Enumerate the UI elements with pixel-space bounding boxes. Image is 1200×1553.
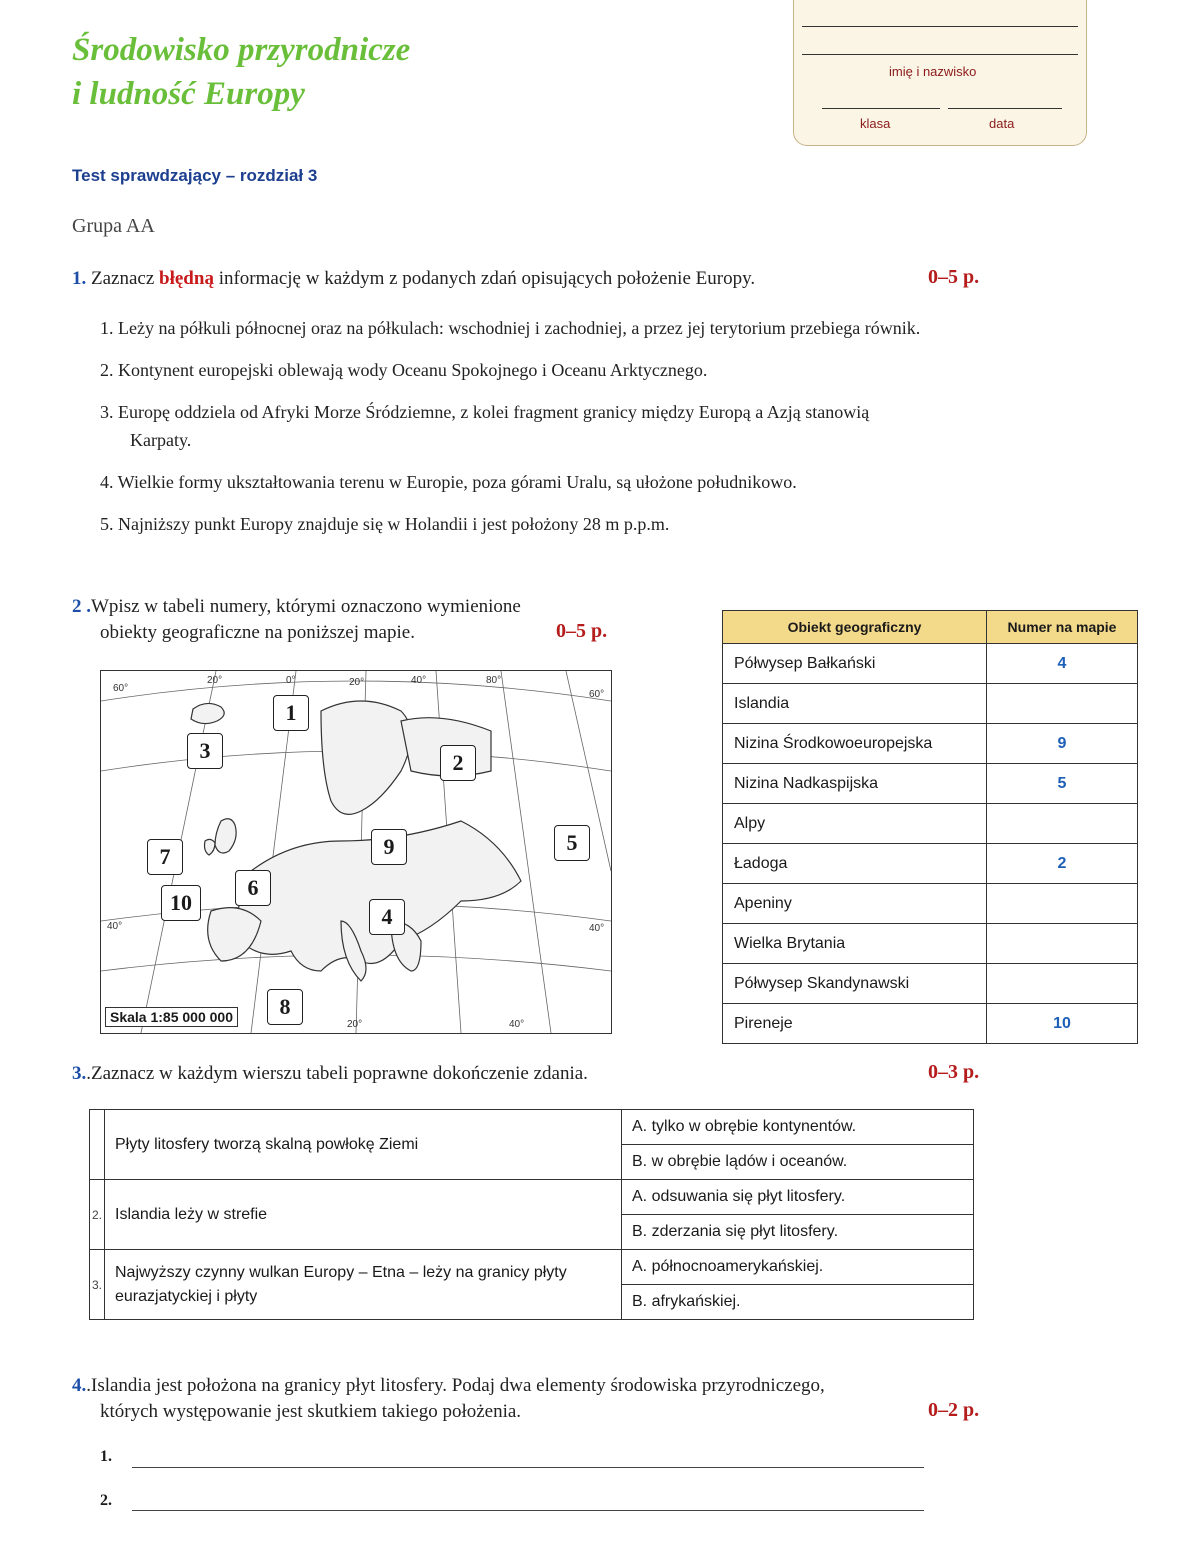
task3-points: 0–3 p.	[928, 1061, 980, 1083]
table-row	[723, 644, 1138, 684]
object-number[interactable]: 4	[987, 644, 1138, 684]
object-number[interactable]	[987, 884, 1138, 924]
row-statement: Najwyższy czynny wulkan Europy – Etna – leży na granicy płyty eurazjatyckiej i płyty	[105, 1250, 622, 1320]
task2-points: 0–5 p.	[556, 620, 608, 642]
task3-text: .Zaznacz w każdym wierszu tabeli poprawne dokończenie zdania.	[86, 1063, 588, 1084]
map-label-2: 2	[440, 745, 476, 781]
object-number[interactable]: 2	[987, 844, 1138, 884]
table-row	[723, 964, 1138, 1004]
object-name: Ładoga	[723, 844, 987, 884]
object-name: Pireneje	[723, 1004, 987, 1044]
table-row	[723, 684, 1138, 724]
object-number[interactable]	[987, 924, 1138, 964]
deg-label: 40°	[107, 921, 123, 932]
deg-label: 20°	[347, 1019, 363, 1030]
map-label-3: 3	[187, 733, 223, 769]
object-name: Półwysep Bałkański	[723, 644, 987, 684]
option-b[interactable]: B. zderzania się płyt litosfery.	[622, 1215, 974, 1250]
option-a[interactable]: A. odsuwania się płyt litosfery.	[622, 1180, 974, 1215]
option-b[interactable]: B. w obrębie lądów i oceanów.	[622, 1145, 974, 1180]
task4-line-2: których występowanie jest skutkiem takiego położenia.	[100, 1401, 522, 1422]
task1-text-after: informację w każdym z podanych zdań opisujących położenie Europy.	[218, 268, 756, 289]
option-b[interactable]: B. afrykańskiej.	[622, 1285, 974, 1320]
task1-highlight: błędną	[159, 268, 214, 289]
task2-line-1: Wpisz w tabeli numery, którymi oznaczono wymienione	[91, 596, 521, 617]
task4-prompt	[72, 1373, 825, 1399]
map-label-8: 8	[267, 989, 303, 1025]
deg-label: 40°	[509, 1019, 525, 1030]
object-name: Nizina Środkowoeuropejska	[723, 724, 987, 764]
header-number: Numer na mapie	[987, 611, 1138, 644]
task4-points: 0–2 p.	[928, 1399, 980, 1421]
answer-label-2: 2.	[100, 1492, 112, 1509]
table-row	[723, 884, 1138, 924]
task3-number: 3.	[72, 1063, 87, 1084]
table-row	[90, 1180, 974, 1215]
name-line-2[interactable]	[802, 54, 1078, 55]
deg-label: 60°	[113, 683, 129, 694]
deg-label: 20°	[349, 677, 365, 688]
task3-table	[89, 1109, 974, 1320]
map-label-10: 10	[161, 885, 201, 921]
object-number[interactable]: 5	[987, 764, 1138, 804]
deg-label: 40°	[411, 675, 427, 686]
row-index: 2.	[90, 1180, 105, 1250]
date-line[interactable]	[948, 108, 1062, 109]
table-row	[723, 764, 1138, 804]
row-statement: Islandia leży w strefie	[105, 1180, 622, 1250]
object-name: Nizina Nadkaspijska	[723, 764, 987, 804]
object-name: Alpy	[723, 804, 987, 844]
deg-label: 0°	[286, 675, 296, 686]
task3-prompt	[72, 1061, 588, 1087]
map-label-9: 9	[371, 829, 407, 865]
object-name: Apeniny	[723, 884, 987, 924]
class-label: klasa	[860, 116, 891, 131]
map-label-4: 4	[369, 899, 405, 935]
deg-label: 40°	[589, 923, 605, 934]
student-info-box	[793, 0, 1087, 146]
row-index: 3.	[90, 1250, 105, 1320]
map-label-5: 5	[554, 825, 590, 861]
map-scale: Skala 1:85 000 000	[105, 1007, 238, 1027]
title-line-1: Środowisko przyrodnicze	[72, 32, 411, 68]
task1-text-before: Zaznacz	[91, 268, 155, 289]
deg-label: 20°	[207, 675, 223, 686]
table-row	[723, 924, 1138, 964]
task4-line-1: .Islandia jest położona na granicy płyt litosfery. Podaj dwa elementy środowiska przyrodniczego,	[86, 1375, 825, 1396]
option-a[interactable]: A. tylko w obrębie kontynentów.	[622, 1110, 974, 1145]
task1-item-3[interactable]: 3. Europę oddziela od Afryki Morze Śródziemne, z kolei fragment granicy między Europą a Azją stanowią	[100, 402, 870, 422]
object-name: Islandia	[723, 684, 987, 724]
name-line-1[interactable]	[802, 26, 1078, 27]
task1-item-1[interactable]: 1. Leży na półkuli północnej oraz na półkulach: wschodniej i zachodniej, a przez jej terytorium przebiega równik.	[100, 318, 921, 338]
page-title	[72, 28, 410, 116]
map-label-1: 1	[273, 695, 309, 731]
task2-prompt	[72, 594, 521, 620]
name-label: imię i nazwisko	[889, 64, 977, 79]
title-line-2: i ludność Europy	[72, 76, 305, 112]
row-statement: Płyty litosfery tworzą skalną powłokę Ziemi	[105, 1110, 622, 1180]
group-label: Grupa AA	[72, 215, 155, 237]
task4-number: 4.	[72, 1375, 87, 1396]
object-number[interactable]	[987, 964, 1138, 1004]
object-name: Wielka Brytania	[723, 924, 987, 964]
map-label-6: 6	[235, 870, 271, 906]
deg-label: 60°	[589, 689, 605, 700]
date-label: data	[989, 116, 1015, 131]
answer-line-1[interactable]	[132, 1467, 924, 1468]
map-label-7: 7	[147, 839, 183, 875]
object-number[interactable]	[987, 804, 1138, 844]
task1-number: 1.	[72, 268, 87, 289]
answer-line-2[interactable]	[132, 1510, 924, 1511]
object-number[interactable]: 10	[987, 1004, 1138, 1044]
task1-prompt	[72, 266, 755, 292]
geo-objects-table	[722, 610, 1138, 1044]
table-row	[723, 724, 1138, 764]
task1-item-5[interactable]: 5. Najniższy punkt Europy znajduje się w Holandii i jest położony 28 m p.p.m.	[100, 514, 670, 534]
answer-label-1: 1.	[100, 1448, 112, 1465]
object-number[interactable]	[987, 684, 1138, 724]
deg-label: 80°	[486, 675, 502, 686]
europe-map	[100, 670, 612, 1034]
task1-item-4[interactable]: 4. Wielkie formy ukształtowania terenu w Europie, poza górami Uralu, są ułożone południkowo.	[100, 472, 797, 492]
table-row	[90, 1110, 974, 1145]
task2-line-2: obiekty geograficzne na poniższej mapie.	[100, 622, 415, 643]
table-row	[90, 1250, 974, 1285]
task1-item-3-cont[interactable]: Karpaty.	[130, 430, 192, 450]
task2-number: 2 .	[72, 596, 91, 617]
task1-item-2[interactable]: 2. Kontynent europejski oblewają wody Oceanu Spokojnego i Oceanu Arktycznego.	[100, 360, 708, 380]
table-row	[723, 804, 1138, 844]
table-row	[723, 844, 1138, 884]
option-a[interactable]: A. północnoamerykańskiej.	[622, 1250, 974, 1285]
table-header-row	[723, 611, 1138, 644]
row-index	[90, 1110, 105, 1180]
test-subtitle: Test sprawdzający – rozdział 3	[72, 166, 318, 185]
table-row	[723, 1004, 1138, 1044]
object-name: Półwysep Skandynawski	[723, 964, 987, 1004]
header-object: Obiekt geograficzny	[723, 611, 987, 644]
task1-points: 0–5 p.	[928, 266, 980, 288]
object-number[interactable]: 9	[987, 724, 1138, 764]
class-line[interactable]	[822, 108, 940, 109]
